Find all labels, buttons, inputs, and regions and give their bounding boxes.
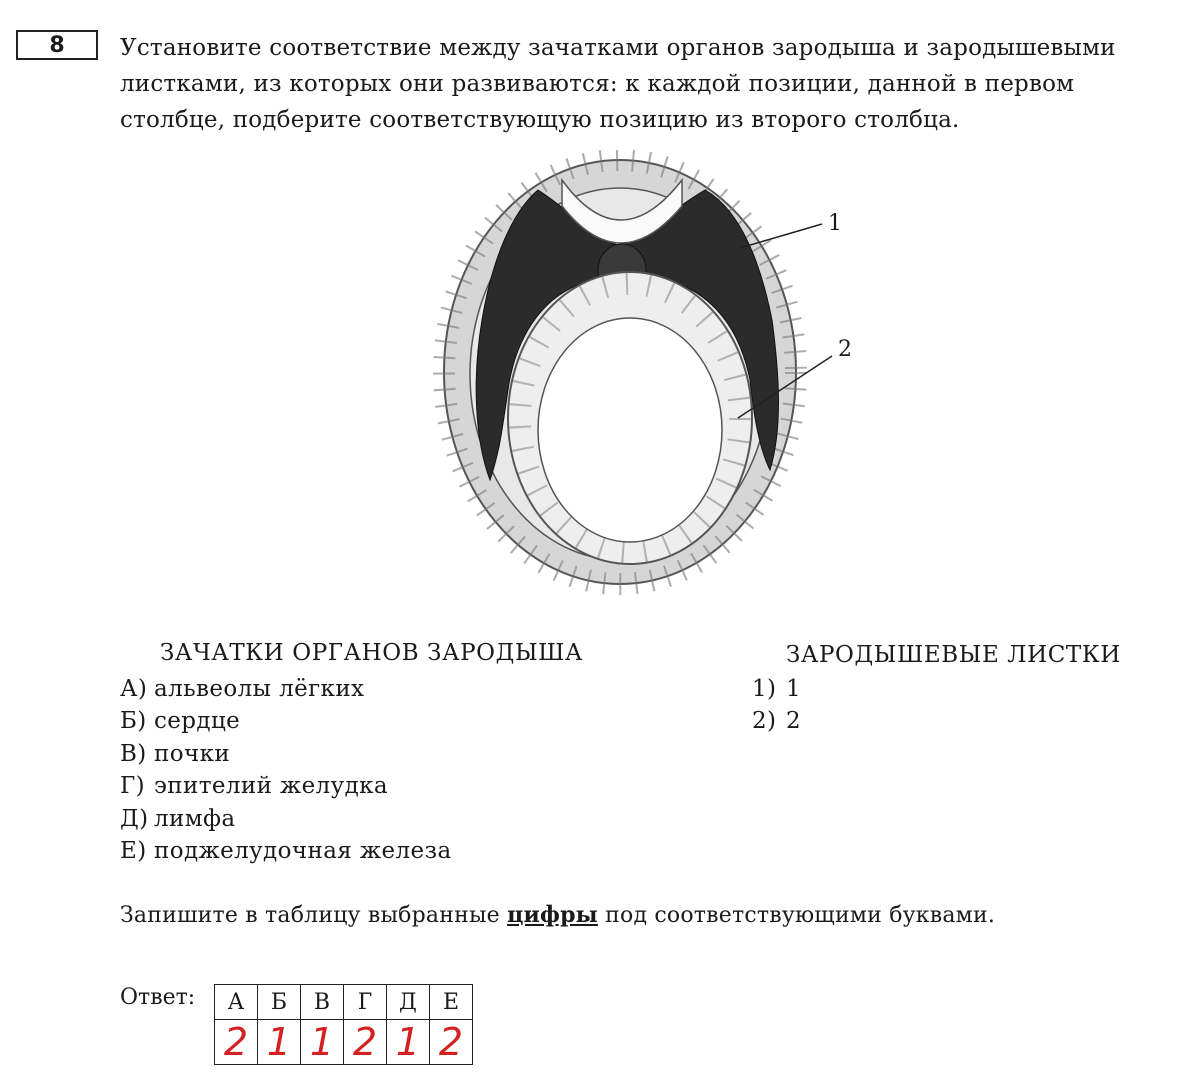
answer-letter-cell: В [301, 985, 344, 1020]
answer-letters-row [215, 985, 473, 1020]
instruction-after: под соответствующими буквами. [597, 903, 996, 928]
answer-value-cell[interactable]: 2 [344, 1020, 387, 1065]
right-column-header: ЗАРОДЫШЕВЫЕ ЛИСТКИ [786, 642, 1121, 668]
answer-letter-cell: Г [344, 985, 387, 1020]
item-text: почки [154, 741, 231, 767]
answer-table [214, 984, 473, 1065]
left-item-a [120, 676, 364, 702]
left-item-g [120, 773, 388, 799]
answer-value-cell[interactable]: 2 [430, 1020, 473, 1065]
answer-letter-cell: Б [258, 985, 301, 1020]
item-text: лимфа [154, 806, 236, 832]
instruction-text [120, 902, 995, 928]
left-item-d [120, 806, 236, 832]
left-item-v [120, 741, 230, 767]
answer-value-cell[interactable]: 1 [301, 1020, 344, 1065]
item-text: эпителий желудка [154, 773, 389, 799]
item-letter: Д) [120, 806, 149, 832]
answer-letter-cell: Д [387, 985, 430, 1020]
item-letter: 2) [752, 708, 777, 734]
item-letter: В) [120, 741, 147, 767]
embryo-diagram [420, 150, 880, 600]
left-item-e [120, 838, 452, 864]
item-letter: 1) [752, 676, 777, 702]
item-letter: Е) [120, 838, 147, 864]
answer-value-cell[interactable]: 1 [387, 1020, 430, 1065]
answer-value-cell[interactable]: 1 [258, 1020, 301, 1065]
item-text: альвеолы лёгких [154, 676, 365, 702]
item-letter: Г) [120, 773, 146, 799]
task-text [120, 30, 1180, 138]
item-text: сердце [154, 708, 241, 734]
instruction-emphasis: цифры [507, 902, 598, 928]
answer-letter-cell: Е [430, 985, 473, 1020]
item-letter: Б) [120, 708, 147, 734]
item-text: 2 [786, 708, 802, 734]
right-item-2 [752, 708, 801, 734]
task-text-line: Установите соответствие между зачатками органов зародыша и зародышевыми [120, 35, 1116, 61]
item-letter: А) [120, 676, 148, 702]
label-2: 2 [838, 337, 852, 362]
item-text: 1 [786, 676, 802, 702]
answer-letter-cell: А [215, 985, 258, 1020]
gut-cavity [538, 318, 722, 542]
task-number: 8 [49, 32, 65, 58]
item-text: поджелудочная железа [154, 838, 452, 864]
task-number-box [16, 30, 98, 60]
answer-value-cell[interactable]: 2 [215, 1020, 258, 1065]
right-item-1 [752, 676, 801, 702]
instruction-before: Запишите в таблицу выбранные [120, 903, 508, 928]
task-text-line: листками, из которых они развиваются: к каждой позиции, данной в первом [120, 71, 1075, 97]
label-1: 1 [828, 211, 842, 236]
left-column-header: ЗАЧАТКИ ОРГАНОВ ЗАРОДЫША [160, 640, 584, 666]
answer-values-row [215, 1020, 473, 1065]
task-text-line: столбце, подберите соответствующую позицию из второго столбца. [120, 107, 960, 133]
answer-label: Ответ: [120, 985, 196, 1010]
left-item-b [120, 708, 240, 734]
